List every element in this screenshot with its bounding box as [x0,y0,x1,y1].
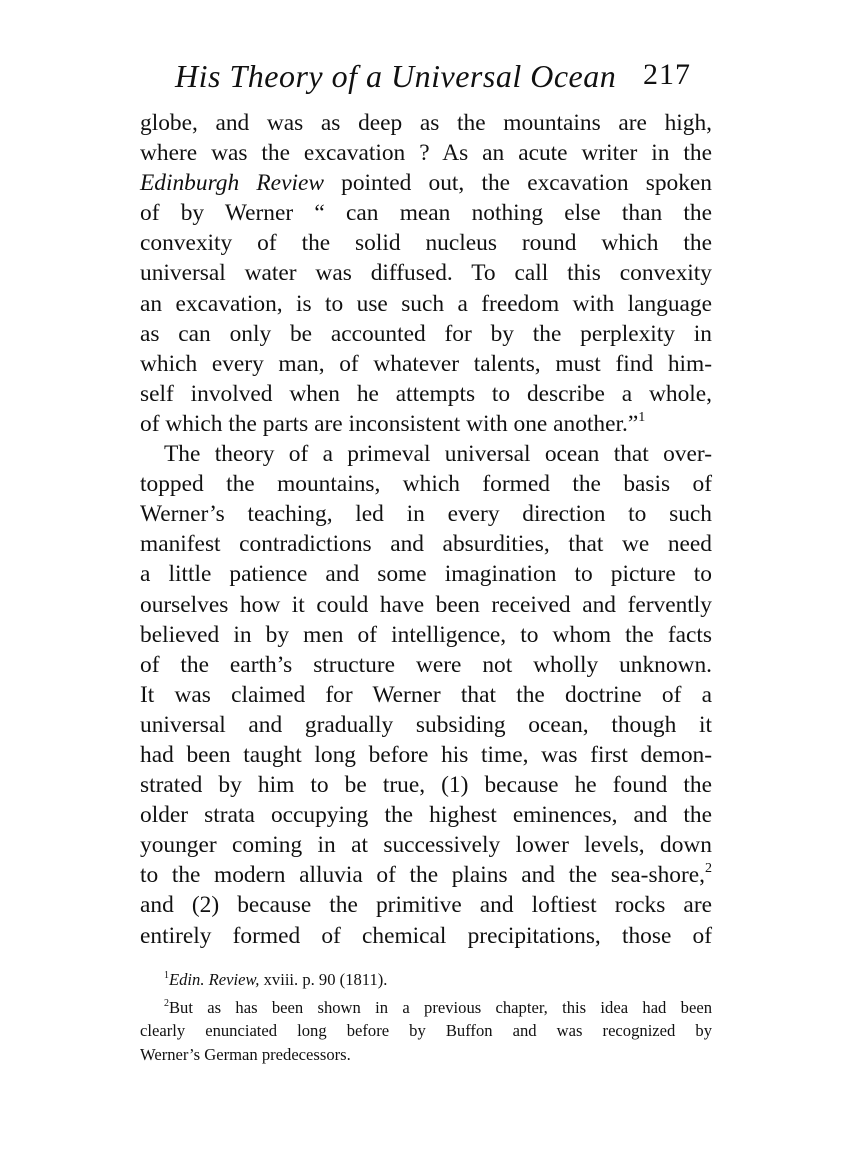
running-head [0,58,850,98]
text-line [140,860,712,890]
text-line: believed in by men of intelligence, to whom the facts [140,621,712,648]
footnote-text: But as has been shown in a previous chapter, this idea had been [168,997,712,1017]
text-line: as can only be accounted for by the perplexity in [140,320,712,347]
footnote-1 [140,968,712,992]
footnote-marker: 1 [164,970,169,982]
text-line [140,168,712,198]
text-line: where was the excavation ? As an acute writer in the [140,140,712,167]
text-line: topped the mountains, which formed the basis of [140,471,712,498]
text-line: strated by him to be true, (1) because he found the [140,772,712,799]
text-line: older strata occupying the highest eminences, and the [140,802,712,829]
text-line: universal water was diffused. To call this convexity [140,260,712,287]
body-text [140,108,712,951]
paragraph-start-line: The theory of a primeval universal ocean that over- [164,441,712,468]
footnote-line: Werner’s German predecessors. [140,1044,351,1064]
text-line: which every man, of whatever talents, must find him- [140,350,712,377]
text-line [140,409,712,439]
text-line: younger coming in at successively lower levels, down [140,832,712,859]
text-line: convexity of the solid nucleus round which the [140,230,712,257]
text-line: an excavation, is to use such a freedom with language [140,290,712,317]
text-line: had been taught long before his time, was first demon- [140,741,712,768]
text-line: globe, and was as deep as the mountains are high, [140,110,712,136]
footnote-source: Edin. Review, [168,970,260,989]
text-line: It was claimed for Werner that the doctrine of a [140,681,712,708]
text-fragment: pointed out, the excavation spoken [341,170,712,197]
footnote-marker: 2 [164,997,169,1009]
page-number: 217 [643,58,691,91]
text-line: of the earth’s structure were not wholly unknown. [140,651,712,678]
running-title: His Theory of a Universal Ocean [175,58,617,94]
footnote-ref: 1 [638,409,646,426]
journal-title: Edinburgh Review [140,170,324,197]
text-line: a little patience and some imagination to picture to [140,561,712,588]
text-fragment: to the modern alluvia of the plains and the sea-shore, [140,862,705,889]
text-line: Werner’s teaching, led in every direction to such [140,501,712,528]
footnotes [140,968,712,1066]
footnote-line: clearly enunciated long before by Buffon and was recognized by [140,1021,712,1040]
text-fragment: of which the parts are inconsistent with one another.” [140,410,639,437]
text-line: of by Werner “ can mean nothing else than the [140,200,712,227]
footnote-2 [140,996,712,1020]
text-line: entirely formed of chemical precipitations, those of [140,922,712,949]
footnote-ref: 2 [704,860,712,877]
text-line: manifest contradictions and absurdities, that we need [140,531,712,558]
text-line: universal and gradually subsiding ocean, though it [140,711,712,738]
text-line: ourselves how it could have been received and fervently [140,591,712,618]
footnote-citation: xviii. p. 90 (1811). [263,970,388,989]
text-line: self involved when he attempts to describe a whole, [140,380,712,407]
text-line: and (2) because the primitive and loftiest rocks are [140,892,712,919]
